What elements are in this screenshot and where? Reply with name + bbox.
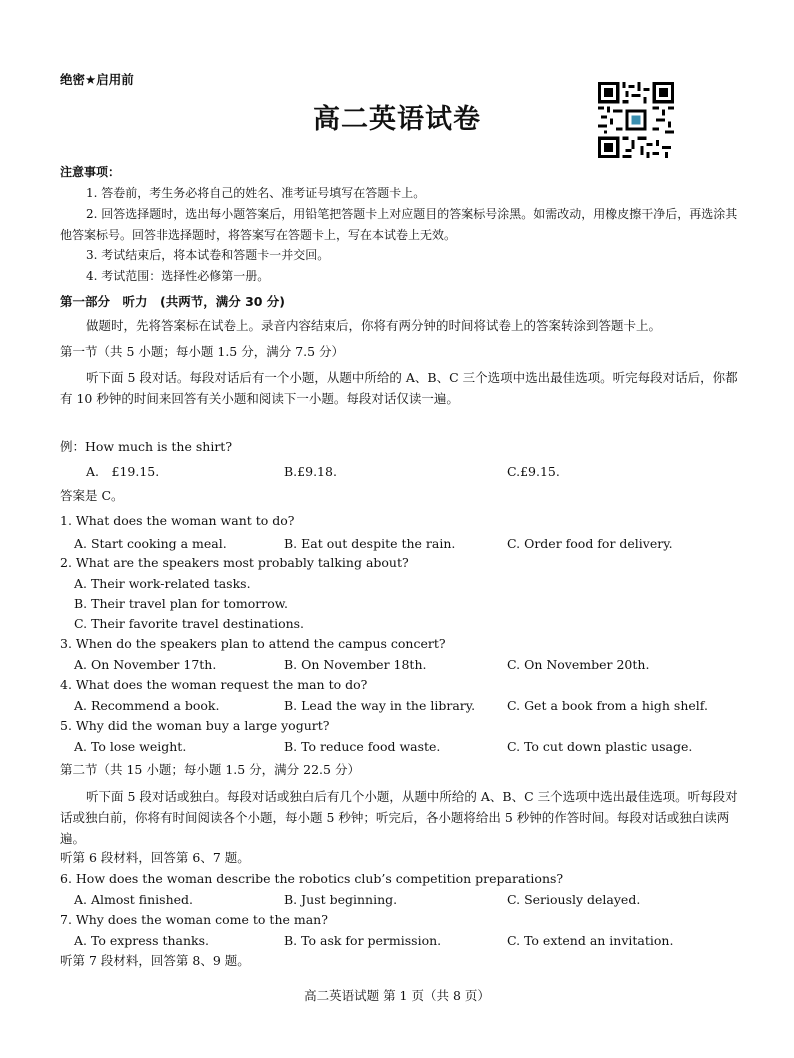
option-a: A. Almost finished. (74, 892, 194, 907)
option-a: A. Start cooking a meal. (74, 536, 227, 551)
page-title: 高二英语试卷 (313, 104, 481, 135)
question-stem: 1. What does the woman want to do? (60, 513, 295, 528)
option-c: C. To extend an invitation. (507, 933, 674, 948)
question-stem: 5. Why did the woman buy a large yogurt? (60, 718, 330, 733)
option-b: B. On November 18th. (284, 657, 427, 672)
option-c: C. On November 20th. (507, 657, 650, 672)
example-option-a: A. £19.15. (86, 464, 160, 479)
option-a: A. To lose weight. (74, 739, 187, 754)
notes-heading: 注意事项： (60, 165, 121, 179)
note-item-3: 3. 考试结束后，将本试卷和答题卡一并交回。 (86, 248, 330, 262)
option-a: A. Recommend a book. (74, 698, 220, 713)
option-b: B. Their travel plan for tomorrow. (74, 596, 288, 611)
option-c: C. Seriously delayed. (507, 892, 641, 907)
part1-instruction: 做题时，先将答案标在试卷上。录音内容结束后，你将有两分钟的时间将试卷上的答案转涂到答题卡上。 (86, 318, 662, 333)
option-c: C. Order food for delivery. (507, 536, 673, 551)
material-6-note: 听第 6 段材料，回答第 6、7 题。 (60, 850, 250, 865)
section1-heading: 第一节（共 5 小题；每小题 1.5 分，满分 7.5 分） (60, 344, 345, 359)
option-a: A. To express thanks. (74, 933, 210, 948)
section2-heading: 第二节（共 15 小题；每小题 1.5 分，满分 22.5 分） (60, 762, 360, 777)
note-item-2: 2. 回答选择题时，选出每小题答案后，用铅笔把答题卡上对应题目的答案标号涂黑。如需改动，用橡皮擦干净后，再选涂其他答案标号。回答非选择题时，将答案写在答题卡上，写在本试卷上无效。 (60, 207, 738, 242)
question-stem: 6. How does the woman describe the robotics club’s competition preparations? (60, 871, 564, 886)
section2-instruction: 听下面 5 段对话或独白。每段对话或独白后有几个小题，从题中所给的 A、B、C 三个选项中选出最佳选项。听每段对话或独白前，你将有时间阅读各个小题，每小题 5 秒钟；听完后，各小题将给出 5 秒钟的作答时间。每段对话或独白读两遍。 (60, 789, 738, 846)
option-b: B. Just beginning. (284, 892, 398, 907)
option-a: A. On November 17th. (74, 657, 217, 672)
note-item-4: 4. 考试范围：选择性必修第一册。 (86, 269, 270, 283)
page-footer: 高二英语试题 第 1 页（共 8 页） (304, 988, 490, 1003)
option-b: B. Lead the way in the library. (284, 698, 476, 713)
question-stem: 7. Why does the woman come to the man? (60, 912, 328, 927)
example-answer: 答案是 C。 (60, 488, 124, 503)
question-stem: 2. What are the speakers most probably talking about? (60, 555, 409, 570)
example-option-b: B.£9.18. (284, 464, 337, 479)
option-b: B. To reduce food waste. (284, 739, 441, 754)
option-b: B. Eat out despite the rain. (284, 536, 456, 551)
example-option-c: C.£9.15. (507, 464, 560, 479)
option-c: C. Get a book from a high shelf. (507, 698, 708, 713)
question-stem: 3. When do the speakers plan to attend the campus concert? (60, 636, 446, 651)
example-question: 例：How much is the shirt? (60, 439, 233, 454)
material-7-note: 听第 7 段材料，回答第 8、9 题。 (60, 953, 250, 968)
part1-heading: 第一部分 听力 (共两节，满分 30 分) (60, 294, 286, 309)
qr-code-icon (598, 82, 674, 158)
option-b: B. To ask for permission. (284, 933, 442, 948)
option-c: C. To cut down plastic usage. (507, 739, 693, 754)
section1-instruction: 听下面 5 段对话。每段对话后有一个小题，从题中所给的 A、B、C 三个选项中选出最佳选项。听完每段对话后，你都有 10 秒钟的时间来回答有关小题和阅读下一小题。每段对话仅读一遍。 (60, 370, 738, 406)
question-stem: 4. What does the woman request the man to do? (60, 677, 368, 692)
note-item-1: 1. 答卷前，考生务必将自己的姓名、准考证号填写在答题卡上。 (86, 186, 426, 200)
option-a: A. Their work-related tasks. (74, 576, 251, 591)
confidential-label: 绝密★启用前 (60, 72, 134, 87)
option-c: C. Their favorite travel destinations. (74, 616, 305, 631)
